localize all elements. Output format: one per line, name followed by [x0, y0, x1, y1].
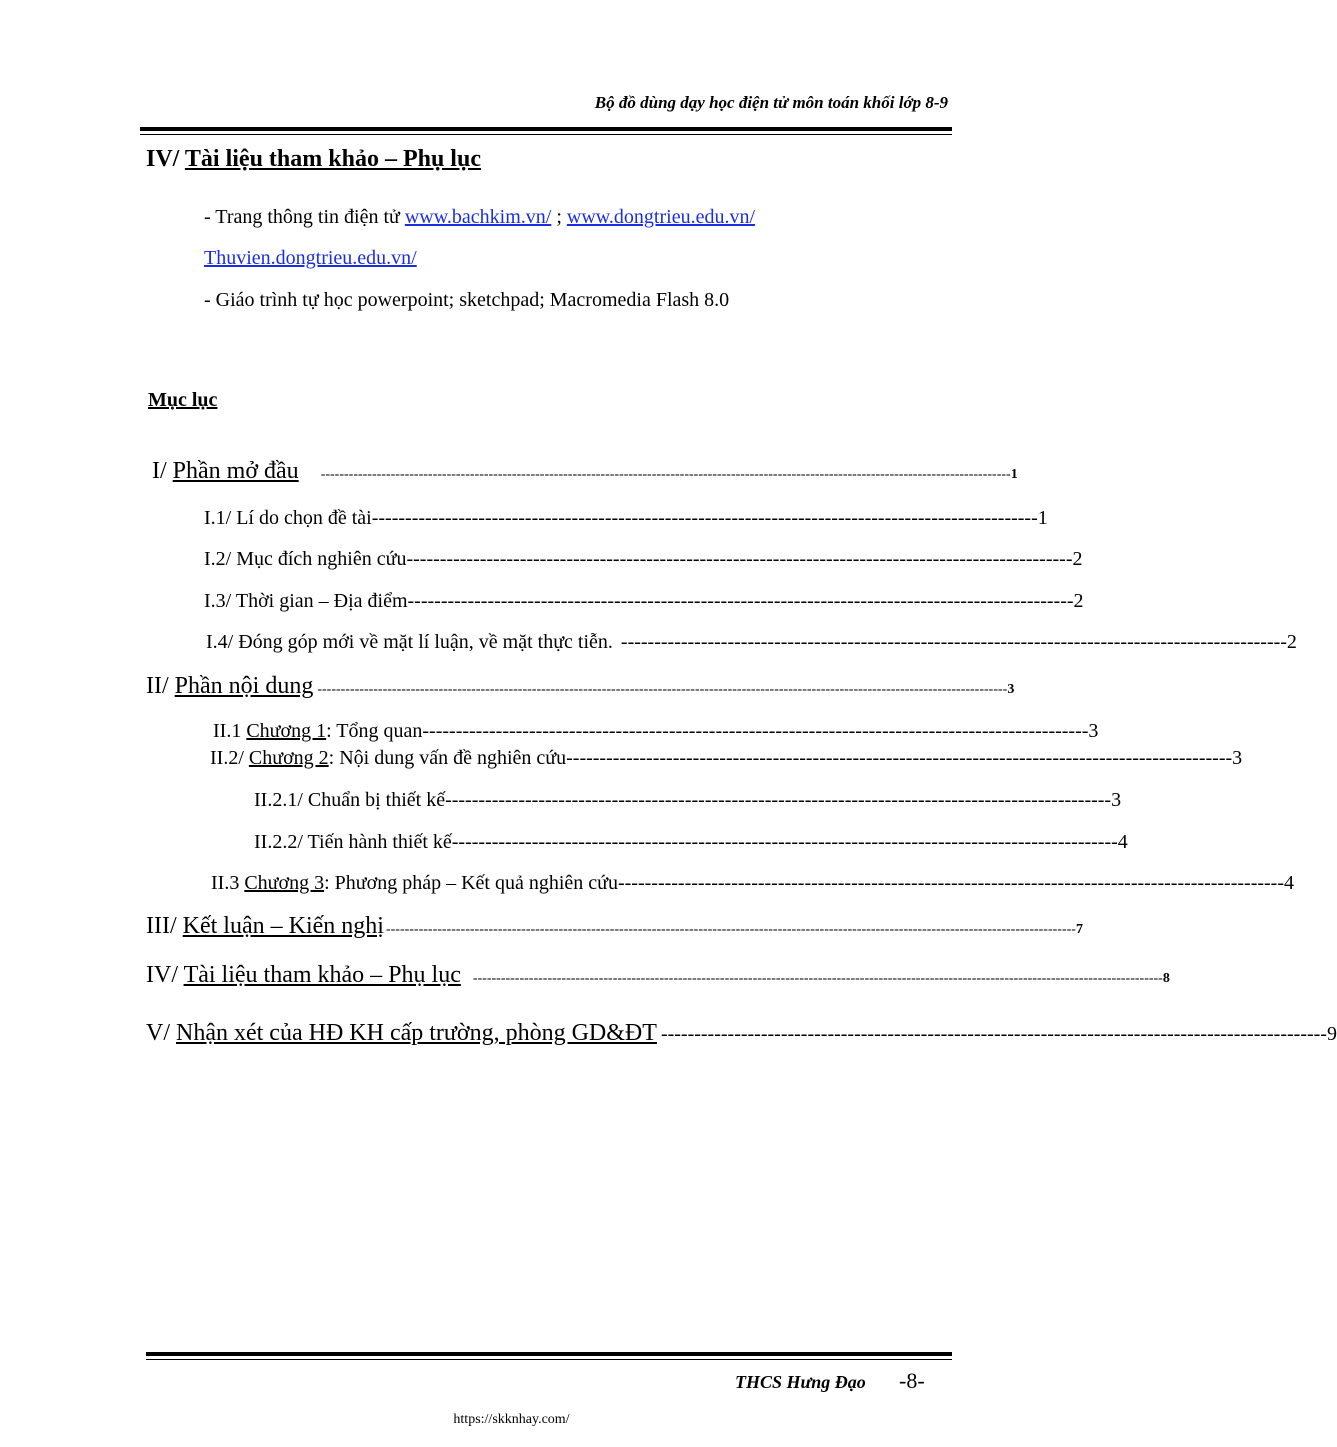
toc-item-chuong-1[interactable] [213, 720, 1099, 743]
toc-item-dong-gop[interactable] [206, 631, 1297, 654]
toc-page: 9 [1326, 1023, 1337, 1045]
toc-leader: ---------------------------------------------------------------------------------------------------------------------------------------------------- [472, 971, 1163, 986]
reference-line-1-text: - Trang thông tin điện tử [204, 206, 405, 228]
toc-label: I.3/ Thời gian – Địa điểm [204, 590, 408, 612]
toc-label: I.4/ Đóng góp mới về mặt lí luận, về mặt thực tiễn. [206, 631, 613, 653]
toc-label: Phần nội dung [174, 673, 314, 699]
toc-leader: ---------------------------------------------------------------------------------------------------------------------------------------------------- [317, 682, 1008, 697]
reference-line-2 [204, 247, 417, 270]
toc-page: 3 [1088, 720, 1099, 742]
toc-item-muc-dich[interactable] [204, 548, 1083, 571]
toc-leader: ---------------------------------------------------------------------------------------------------- [406, 548, 1073, 570]
toc-page: 2 [1073, 590, 1084, 612]
toc-page: 8 [1162, 971, 1170, 986]
toc-prefix: II.2/ [210, 747, 249, 769]
toc-prefix: II.1 [213, 720, 247, 742]
toc-leader: ---------------------------------------------------------------------------------------------------- [451, 831, 1118, 853]
toc-leader: ---------------------------------------------------------------------------------------------------- [617, 872, 1284, 894]
toc-page: 1 [1010, 467, 1018, 482]
toc-item-tien-hanh[interactable] [254, 831, 1128, 854]
link-thuvien[interactable]: Thuvien.dongtrieu.edu.vn/ [204, 247, 417, 269]
toc-label: II.2.2/ Tiến hành thiết kế [254, 831, 452, 853]
toc-label: Nhận xét của HĐ KH cấp trường, phòng GD&ĐT [176, 1020, 657, 1046]
toc-item-phan-noi-dung[interactable] [146, 673, 1015, 700]
toc-item-ket-luan[interactable] [146, 913, 1083, 940]
toc-label: Tài liệu tham khảo – Phụ lục [183, 962, 461, 988]
toc-label: I.2/ Mục đích nghiên cứu [204, 548, 407, 570]
toc-leader: ---------------------------------------------------------------------------------------------------- [660, 1023, 1327, 1045]
toc-label: : Phương pháp – Kết quả nghiên cứu [324, 872, 618, 894]
toc-leader: ---------------------------------------------------------------------------------------------------- [566, 747, 1233, 769]
header-rule [140, 127, 952, 131]
toc-label: II.2.1/ Chuẩn bị thiết kế [254, 789, 446, 811]
toc-page: 4 [1284, 872, 1294, 894]
toc-leader: ---------------------------------------------------------------------------------------------------------------------------------------------------- [385, 922, 1076, 937]
toc-item-li-do[interactable] [204, 507, 1048, 530]
header-title: Bộ đồ dùng dạy học điện tử môn toán khối lớp 8-9 [594, 93, 948, 112]
section-title-text: Tài liệu tham khảo – Phụ lục [184, 146, 481, 172]
toc-item-tai-lieu[interactable] [146, 962, 1170, 989]
section-title [146, 146, 481, 173]
link-dongtrieu[interactable]: www.dongtrieu.edu.vn/ [566, 206, 756, 228]
toc-prefix: IV/ [146, 962, 184, 988]
toc-heading: Mục lục [148, 389, 218, 411]
toc-page: 3 [1007, 682, 1015, 697]
header-rule-thin [140, 134, 952, 135]
toc-label: : Tổng quan [326, 720, 423, 742]
toc-item-phan-mo-dau[interactable] [152, 458, 1018, 485]
toc-page: 7 [1075, 922, 1083, 937]
toc-prefix: II/ [146, 673, 175, 699]
toc-page: 2 [1072, 548, 1083, 570]
toc-chapter: Chương 3 [244, 872, 325, 894]
toc-item-nhan-xet[interactable] [146, 1020, 1337, 1047]
link-separator: ; [551, 206, 567, 228]
toc-label: I.1/ Lí do chọn đề tài [204, 507, 372, 529]
link-bachkim[interactable]: www.bachkim.vn/ [404, 206, 552, 228]
footer-rule-thin [146, 1359, 952, 1360]
footer-school: THCS Hưng Đạo [735, 1372, 866, 1392]
toc-chapter: Chương 2 [248, 747, 329, 769]
toc-page: 3 [1232, 747, 1243, 769]
toc-item-chuan-bi[interactable] [254, 789, 1122, 812]
toc-page: 1 [1037, 507, 1048, 529]
toc-page: 3 [1111, 789, 1122, 811]
toc-leader: ---------------------------------------------------------------------------------------------------- [422, 720, 1089, 742]
toc-leader: ---------------------------------------------------------------------------------------------------- [407, 590, 1074, 612]
toc-leader: ---------------------------------------------------------------------------------------------------- [445, 789, 1112, 811]
toc-page: 2 [1286, 631, 1297, 653]
toc-prefix: II.3 [211, 872, 245, 894]
footer-page-number: -8- [899, 1368, 925, 1393]
toc-leader: ---------------------------------------------------------------------------------------------------- [371, 507, 1038, 529]
toc-prefix: III/ [146, 913, 183, 939]
toc-page: 4 [1117, 831, 1128, 853]
toc-prefix: V/ [146, 1020, 176, 1046]
section-prefix: IV/ [146, 146, 185, 172]
toc-chapter: Chương 1 [246, 720, 327, 742]
footer-rule [146, 1352, 952, 1356]
toc-item-chuong-2[interactable] [210, 747, 1243, 770]
toc-item-thoi-gian[interactable] [204, 590, 1084, 613]
reference-line-3: - Giáo trình tự học powerpoint; sketchpad; Macromedia Flash 8.0 [204, 289, 730, 311]
toc-item-chuong-3[interactable] [211, 872, 1294, 895]
footer-url[interactable]: https://skknhay.com/ [453, 1412, 570, 1427]
toc-label: Phần mở đầu [172, 458, 299, 484]
toc-label: Kết luận – Kiến nghị [182, 913, 384, 939]
toc-prefix: I/ [152, 458, 173, 484]
reference-line-1 [204, 206, 755, 229]
toc-leader: ---------------------------------------------------------------------------------------------------------------------------------------------------- [320, 467, 1011, 482]
toc-label: : Nội dung vấn đề nghiên cứu [328, 747, 567, 769]
toc-leader: ---------------------------------------------------------------------------------------------------- [620, 631, 1287, 653]
